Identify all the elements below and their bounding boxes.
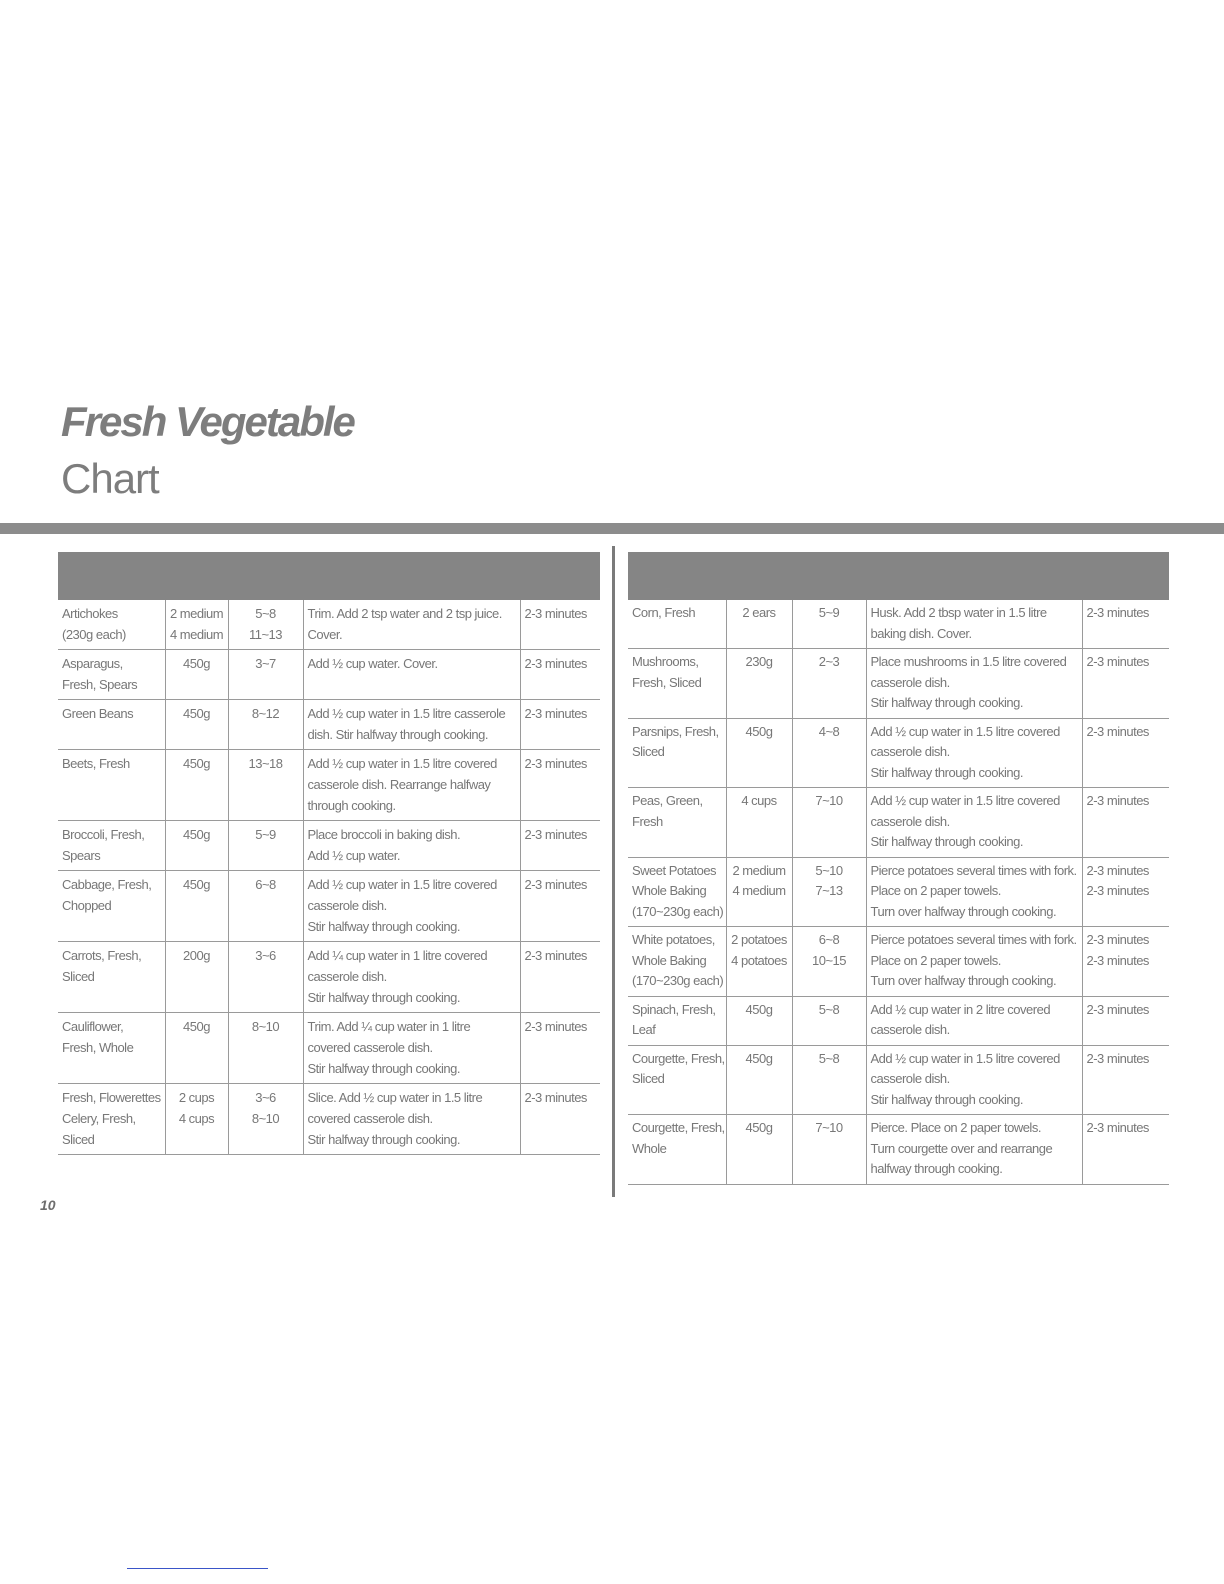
table-row — [628, 788, 1169, 858]
cell-instructions: Add ½ cup water in 1.5 litre covered casserole dish. Stir halfway through cooking. — [866, 788, 1082, 858]
cell-vegetable: Fresh, Flowerettes Celery, Fresh, Sliced — [58, 1084, 165, 1155]
cell-amount: 2 ears — [726, 600, 792, 649]
table-row — [58, 942, 600, 1013]
cell-time: 5~8 — [792, 1045, 866, 1115]
table-row — [628, 649, 1169, 719]
table-row — [628, 1045, 1169, 1115]
cell-instructions: Add ½ cup water in 1.5 litre covered casserole dish. Rearrange halfway through cooking. — [303, 750, 520, 821]
cell-time: 5~8 — [792, 996, 866, 1045]
cell-instructions: Add ½ cup water in 2 litre covered casserole dish. — [866, 996, 1082, 1045]
cell-standing-time: 2-3 minutes — [1082, 718, 1169, 788]
cell-standing-time: 2-3 minutes — [520, 700, 600, 750]
cell-amount: 450g — [726, 718, 792, 788]
right-table-body — [628, 600, 1169, 1184]
cell-instructions: Place broccoli in baking dish. Add ½ cup water. — [303, 821, 520, 871]
cell-amount: 450g — [726, 1115, 792, 1185]
table-row — [628, 857, 1169, 927]
column-divider — [612, 546, 615, 1197]
table-row — [58, 600, 600, 650]
cell-instructions: Add ½ cup water in 1.5 litre covered casserole dish. Stir halfway through cooking. — [866, 1045, 1082, 1115]
cell-vegetable: Asparagus, Fresh, Spears — [58, 650, 165, 700]
right-table-header-bar — [628, 552, 1169, 600]
cell-vegetable: Sweet Potatoes Whole Baking (170~230g each) — [628, 857, 726, 927]
table-row — [58, 700, 600, 750]
table-row — [628, 996, 1169, 1045]
cell-standing-time: 2-3 minutes — [520, 600, 600, 650]
cell-time: 2~3 — [792, 649, 866, 719]
cell-time: 5~10 7~13 — [792, 857, 866, 927]
cell-time: 6~8 10~15 — [792, 927, 866, 997]
cell-time: 5~9 — [228, 821, 303, 871]
cell-amount: 200g — [165, 942, 228, 1013]
cell-instructions: Pierce potatoes several times with fork. Place on 2 paper towels. Turn over halfway through cooking. — [866, 857, 1082, 927]
cell-amount: 2 medium 4 medium — [726, 857, 792, 927]
cell-amount: 450g — [726, 1045, 792, 1115]
cell-standing-time: 2-3 minutes — [520, 942, 600, 1013]
cell-time: 5~8 11~13 — [228, 600, 303, 650]
cell-time: 3~6 8~10 — [228, 1084, 303, 1155]
cell-vegetable: Spinach, Fresh, Leaf — [628, 996, 726, 1045]
cell-time: 3~6 — [228, 942, 303, 1013]
table-row — [58, 821, 600, 871]
header-rule — [0, 523, 1224, 534]
cell-instructions: Add ½ cup water in 1.5 litre casserole dish. Stir halfway through cooking. — [303, 700, 520, 750]
cell-vegetable: Cauliflower, Fresh, Whole — [58, 1013, 165, 1084]
cell-amount: 450g — [165, 750, 228, 821]
cell-amount: 4 cups — [726, 788, 792, 858]
cell-standing-time: 2-3 minutes — [1082, 1115, 1169, 1185]
cell-vegetable: Artichokes (230g each) — [58, 600, 165, 650]
cell-time: 13~18 — [228, 750, 303, 821]
cell-time: 6~8 — [228, 871, 303, 942]
cell-instructions: Place mushrooms in 1.5 litre covered casserole dish. Stir halfway through cooking. — [866, 649, 1082, 719]
cell-amount: 2 potatoes 4 potatoes — [726, 927, 792, 997]
cell-amount: 2 cups 4 cups — [165, 1084, 228, 1155]
table-row — [58, 871, 600, 942]
left-table-header-bar — [58, 552, 600, 600]
cell-instructions: Add ½ cup water in 1.5 litre covered casserole dish. Stir halfway through cooking. — [866, 718, 1082, 788]
cell-vegetable: Peas, Green, Fresh — [628, 788, 726, 858]
cell-amount: 2 medium 4 medium — [165, 600, 228, 650]
cell-amount: 450g — [165, 871, 228, 942]
cell-vegetable: Corn, Fresh — [628, 600, 726, 649]
cell-vegetable: White potatoes, Whole Baking (170~230g each) — [628, 927, 726, 997]
cell-standing-time: 2-3 minutes — [520, 750, 600, 821]
cell-time: 8~10 — [228, 1013, 303, 1084]
cell-standing-time: 2-3 minutes — [1082, 600, 1169, 649]
cell-instructions: Add ½ cup water. Cover. — [303, 650, 520, 700]
left-vegetable-table — [58, 552, 600, 1155]
cell-amount: 450g — [726, 996, 792, 1045]
table-row — [58, 750, 600, 821]
cell-amount: 230g — [726, 649, 792, 719]
table-row — [628, 600, 1169, 649]
cell-vegetable: Parsnips, Fresh, Sliced — [628, 718, 726, 788]
table-row — [628, 1115, 1169, 1185]
table-row — [58, 1013, 600, 1084]
cell-standing-time: 2-3 minutes — [520, 821, 600, 871]
page-title: Fresh Vegetable — [61, 398, 354, 445]
cell-vegetable: Beets, Fresh — [58, 750, 165, 821]
cell-time: 3~7 — [228, 650, 303, 700]
left-table-body — [58, 600, 600, 1155]
cell-amount: 450g — [165, 821, 228, 871]
cell-time: 4~8 — [792, 718, 866, 788]
cell-instructions: Add ½ cup water in 1.5 litre covered casserole dish. Stir halfway through cooking. — [303, 871, 520, 942]
cell-amount: 450g — [165, 650, 228, 700]
cell-vegetable: Green Beans — [58, 700, 165, 750]
cell-vegetable: Broccoli, Fresh, Spears — [58, 821, 165, 871]
cell-standing-time: 2-3 minutes — [520, 1013, 600, 1084]
cell-amount: 450g — [165, 1013, 228, 1084]
cell-vegetable: Mushrooms, Fresh, Sliced — [628, 649, 726, 719]
cell-vegetable: Cabbage, Fresh, Chopped — [58, 871, 165, 942]
cell-standing-time: 2-3 minutes — [520, 871, 600, 942]
link-underline — [127, 1568, 268, 1569]
cell-instructions: Slice. Add ½ cup water in 1.5 litre covered casserole dish. Stir halfway through cooking. — [303, 1084, 520, 1155]
cell-standing-time: 2-3 minutes — [520, 650, 600, 700]
cell-standing-time: 2-3 minutes — [1082, 649, 1169, 719]
page-subtitle: Chart — [61, 455, 159, 502]
cell-vegetable: Carrots, Fresh, Sliced — [58, 942, 165, 1013]
table-row — [58, 650, 600, 700]
cell-time: 7~10 — [792, 1115, 866, 1185]
cell-instructions: Add ¼ cup water in 1 litre covered casserole dish. Stir halfway through cooking. — [303, 942, 520, 1013]
cell-instructions: Pierce potatoes several times with fork. Place on 2 paper towels. Turn over halfway through cooking. — [866, 927, 1082, 997]
page-number: 10 — [40, 1197, 56, 1213]
cell-vegetable: Courgette, Fresh, Sliced — [628, 1045, 726, 1115]
cell-standing-time: 2-3 minutes — [1082, 996, 1169, 1045]
cell-standing-time: 2-3 minutes — [520, 1084, 600, 1155]
cell-standing-time: 2-3 minutes — [1082, 788, 1169, 858]
cell-time: 7~10 — [792, 788, 866, 858]
cell-time: 5~9 — [792, 600, 866, 649]
cell-time: 8~12 — [228, 700, 303, 750]
cell-amount: 450g — [165, 700, 228, 750]
cell-instructions: Pierce. Place on 2 paper towels. Turn courgette over and rearrange halfway through cooking. — [866, 1115, 1082, 1185]
cell-standing-time: 2-3 minutes — [1082, 1045, 1169, 1115]
cell-vegetable: Courgette, Fresh, Whole — [628, 1115, 726, 1185]
cell-instructions: Trim. Add 2 tsp water and 2 tsp juice. Cover. — [303, 600, 520, 650]
table-row — [628, 718, 1169, 788]
right-vegetable-table — [628, 552, 1169, 1185]
table-row — [628, 927, 1169, 997]
cell-instructions: Trim. Add ¼ cup water in 1 litre covered casserole dish. Stir halfway through cooking. — [303, 1013, 520, 1084]
table-row — [58, 1084, 600, 1155]
cell-instructions: Husk. Add 2 tbsp water in 1.5 litre baking dish. Cover. — [866, 600, 1082, 649]
cell-standing-time: 2-3 minutes 2-3 minutes — [1082, 857, 1169, 927]
cell-standing-time: 2-3 minutes 2-3 minutes — [1082, 927, 1169, 997]
